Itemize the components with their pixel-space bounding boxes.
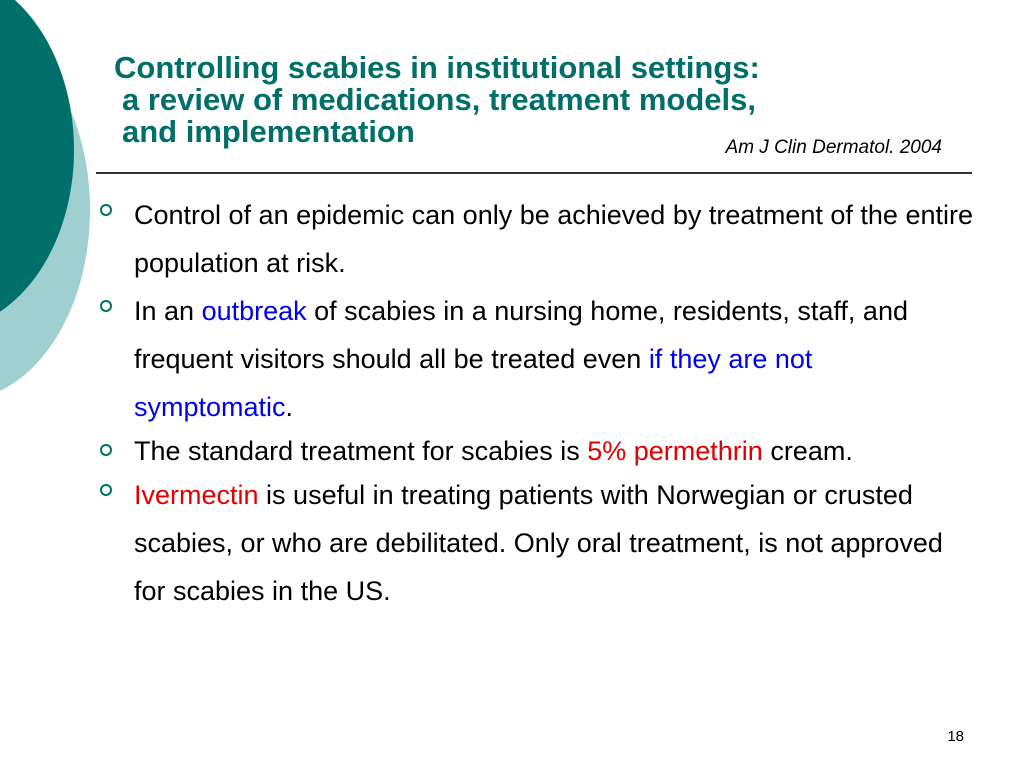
hollow-circle-icon <box>100 300 112 312</box>
bullet-item <box>96 431 976 471</box>
title-divider <box>96 172 972 174</box>
slide-title <box>114 52 760 148</box>
bullet-list <box>96 191 976 615</box>
bullet-text: Control of an epidemic can only be achieved by treatment of the entire population at risk. <box>134 200 973 278</box>
page-number: 18 <box>947 728 964 745</box>
highlight-ivermectin: Ivermectin <box>134 480 259 510</box>
highlight-outbreak: outbreak <box>201 296 307 326</box>
hollow-circle-icon <box>100 444 112 456</box>
bullet-text: of scabies in a nursing home, residents, staff, and frequent visitors should all be treated even <box>134 296 908 374</box>
title-line: Controlling scabies in institutional settings: <box>114 50 760 85</box>
title-line: a review of medications, treatment models, <box>122 82 756 117</box>
citation: Am J Clin Dermatol. 2004 <box>725 137 942 158</box>
highlight-permethrin: 5% permethrin <box>587 436 763 466</box>
bullet-text: . <box>285 392 294 422</box>
bullet-item <box>96 471 976 615</box>
bullet-text: is useful in treating patients with Norwegian or crusted scabies, or who are debilitated. Only oral treatment, is not approved for scabies in the US. <box>134 480 943 606</box>
bullet-text: The standard treatment for scabies is <box>134 436 588 466</box>
hollow-circle-icon <box>100 204 112 216</box>
hollow-circle-icon <box>100 484 112 496</box>
bullet-text: cream. <box>762 436 853 466</box>
bullet-item <box>96 287 976 431</box>
bullet-item <box>96 191 976 287</box>
highlight-not-symptomatic: if they are not symptomatic <box>134 344 813 422</box>
bullet-text: In an <box>134 296 202 326</box>
title-line: and implementation <box>122 114 415 149</box>
